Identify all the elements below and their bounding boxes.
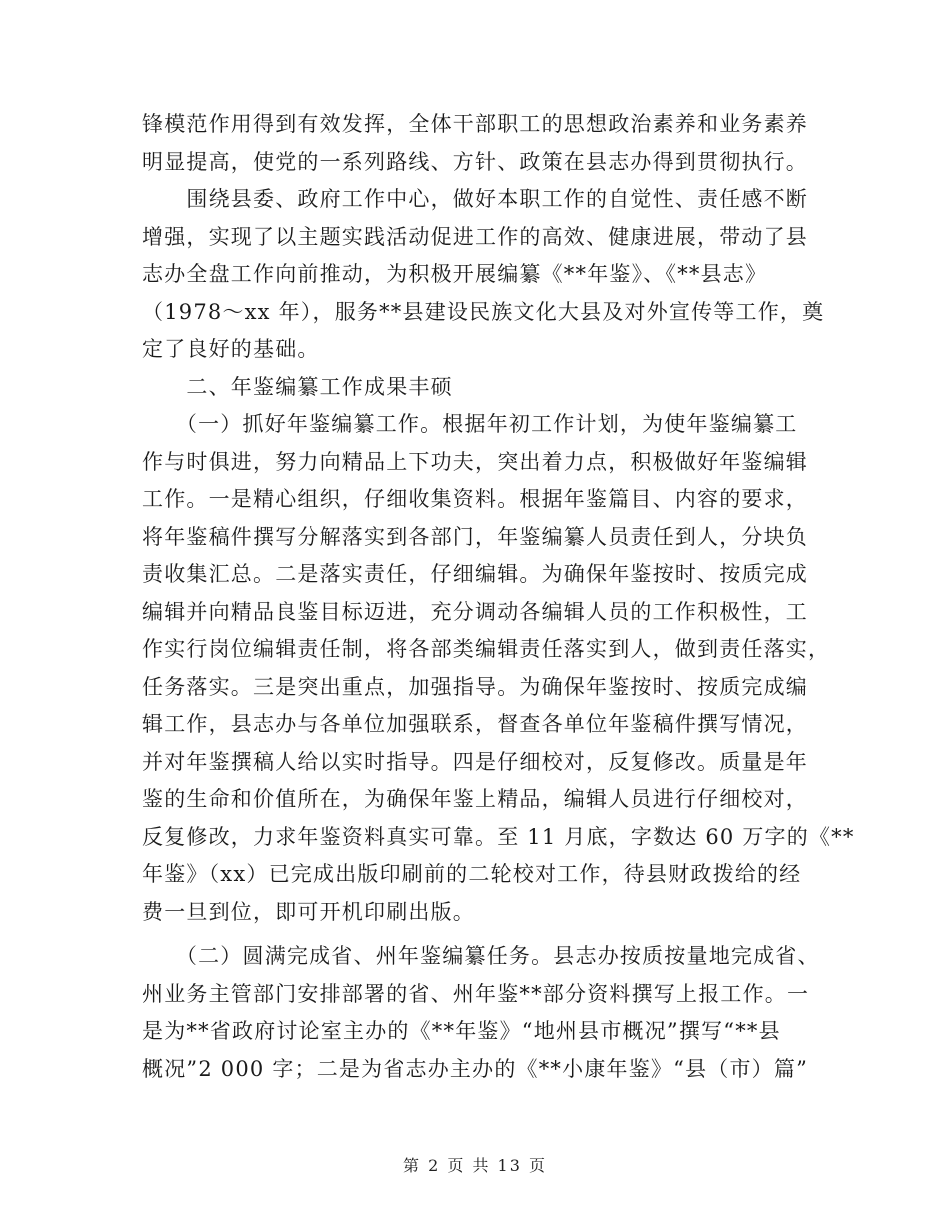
text-line: 费一旦到位，即可开机印刷出版。 xyxy=(142,899,475,924)
text-line: 责收集汇总。二是落实责任，仔细编辑。为确保年鉴按时、按质完成 xyxy=(142,562,808,586)
paragraph-gap xyxy=(142,931,817,938)
text-line: 围绕县委、政府工作中心，做好本职工作的自觉性、责任感不断 xyxy=(142,187,808,211)
text-line: 并对年鉴撰稿人给以实时指导。四是仔细校对，反复修改。质量是年 xyxy=(142,749,808,774)
text-line: 作实行岗位编辑责任制，将各部类编辑责任落实到人，做到责任落实， xyxy=(142,637,831,661)
text-line: 州业务主管部门安排部署的省、州年鉴**部分资料撰写上报工作。一 xyxy=(142,981,810,1006)
text-line: 辑工作，县志办与各单位加强联系，督查各单位年鉴稿件撰写情况， xyxy=(142,712,808,736)
text-line: 是为**省政府讨论室主办的《**年鉴》“地州县市概况”撰写“**县 xyxy=(142,1019,781,1043)
text-line: 概况”2 000 字；二是为省志办主办的《**小康年鉴》“县（市）篇” xyxy=(142,1056,808,1081)
text-line: 志办全盘工作向前推动，为积极开展编纂《**年鉴》、《**县志》 xyxy=(142,262,768,286)
text-line: 增强，实现了以主题实践活动促进工作的高效、健康进展，带动了县 xyxy=(142,224,808,249)
text-line: （二）圆满完成省、州年鉴编纂任务。县志办按质按量地完成省、 xyxy=(142,944,820,968)
text-line: 作与时俱进，努力向精品上下功夫，突出着力点，积极做好年鉴编辑 xyxy=(142,449,808,474)
text-line: （一）抓好年鉴编纂工作。根据年初工作计划，为使年鉴编纂工 xyxy=(142,412,798,436)
text-line: （1978～xx 年），服务**县建设民族文化大县及对外宣传等工作，奠 xyxy=(142,299,825,324)
text-line: 工作。一是精心组织，仔细收集资料。根据年鉴篇目、内容的要求， xyxy=(142,487,808,511)
text-line: 编辑并向精品良鉴目标迈进，充分调动各编辑人员的工作积极性，工 xyxy=(142,599,808,624)
text-line: 年鉴》（xx）已完成出版印刷前的二轮校对工作，待县财政拨给的经 xyxy=(142,862,802,886)
document-body xyxy=(142,106,855,1088)
text-line: 鉴的生命和价值所在，为确保年鉴上精品，编辑人员进行仔细校对， xyxy=(142,787,808,811)
page-number-footer: 第 2 页 共 13 页 xyxy=(403,1156,547,1175)
text-line: 反复修改，力求年鉴资料真实可靠。至 11 月底，字数达 60 万字的《** xyxy=(142,824,855,849)
text-line: 任务落实。三是突出重点，加强指导。为确保年鉴按时、按质完成编 xyxy=(142,674,808,699)
section-heading: 二、年鉴编纂工作成果丰硕 xyxy=(142,374,453,399)
text-line: 定了良好的基础。 xyxy=(142,337,320,361)
text-line: 明显提高，使党的一系列路线、方针、政策在县志办得到贯彻执行。 xyxy=(142,149,808,174)
text-line: 将年鉴稿件撰写分解落实到各部门，年鉴编纂人员责任到人，分块负 xyxy=(142,524,808,549)
text-line: 锋模范作用得到有效发挥，全体干部职工的思想政治素养和业务素养 xyxy=(142,112,808,136)
